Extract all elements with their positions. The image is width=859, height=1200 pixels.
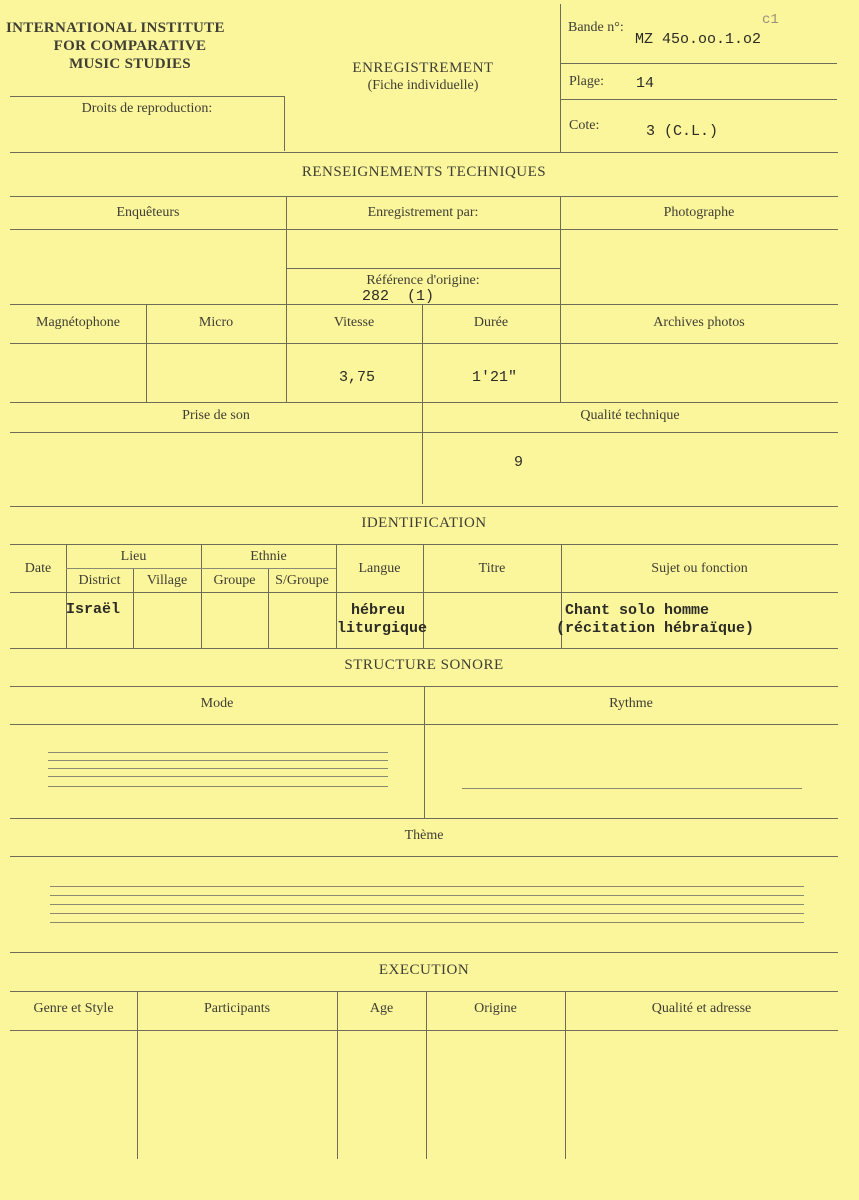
tech-divider-4 (422, 304, 423, 504)
reference-line (286, 268, 560, 269)
sujet-value-line-1: Chant solo homme (565, 602, 710, 619)
date-label: Date (24, 561, 52, 576)
enregistrement-par-label: Enregistrement par: (367, 205, 479, 220)
bande-stamp: c1 (762, 12, 779, 28)
technique-heading: RENSEIGNEMENTS TECHNIQUES (301, 164, 547, 180)
duree-label: Durée (473, 315, 509, 330)
theme-label: Thème (404, 828, 444, 843)
plage-line (560, 99, 837, 100)
adresse-label: Qualité et adresse (651, 1001, 752, 1016)
mode-staff-line-4 (48, 776, 388, 777)
structure-bottom-line (10, 818, 838, 819)
theme-heading-line (10, 856, 838, 857)
tech-divider-1 (286, 196, 287, 402)
execution-heading: EXECUTION (378, 962, 470, 978)
mode-staff-line-1 (48, 752, 388, 753)
identification-heading: IDENTIFICATION (361, 515, 487, 531)
theme-staff-line-4 (50, 913, 804, 914)
tech-row-line-4 (10, 402, 838, 403)
header-bottom-line (10, 152, 838, 153)
participants-label: Participants (203, 1001, 271, 1016)
qualite-value: 9 (514, 454, 524, 471)
ethnie-label: Ethnie (250, 549, 287, 564)
qualite-label: Qualité technique (580, 408, 680, 423)
langue-value-line-1: hébreu (351, 602, 406, 619)
age-label: Age (369, 1001, 394, 1016)
technique-bottom-line (10, 506, 838, 507)
institute-line-2: FOR COMPARATIVE (53, 38, 207, 54)
theme-staff-line-2 (50, 895, 804, 896)
identification-heading-line (10, 544, 838, 545)
photographe-label: Photographe (663, 205, 735, 220)
mode-staff-line-2 (48, 760, 388, 761)
execution-heading-line (10, 991, 838, 992)
structure-heading: STRUCTURE SONORE (344, 657, 504, 673)
village-label: Village (146, 573, 188, 588)
archives-label: Archives photos (653, 315, 745, 330)
institute-line-1: INTERNATIONAL INSTITUTE (6, 20, 225, 36)
rights-top-line (10, 96, 284, 97)
sujet-value-line-2: (récitation hébraïque) (556, 620, 755, 637)
langue-value-line-2: liturgique (337, 620, 428, 637)
vitesse-value: 3,75 (339, 369, 376, 386)
tech-divider-2 (560, 196, 561, 402)
structure-end-line (10, 952, 838, 953)
sgroupe-label: S/Groupe (275, 573, 329, 588)
form-subtitle: (Fiche individuelle) (367, 78, 479, 93)
mode-label: Mode (200, 696, 234, 711)
groupe-label: Groupe (213, 573, 256, 588)
bande-line (560, 63, 837, 64)
execution-row-line (10, 1030, 838, 1031)
reference-label: Référence d'origine: (366, 273, 480, 288)
mode-staff-line-5 (48, 786, 388, 787)
bande-label: Bande n°: (568, 20, 624, 35)
origine-label: Origine (474, 1001, 517, 1016)
id-sub-line (66, 568, 336, 569)
tech-row-line-1 (10, 229, 838, 230)
structure-row-line (10, 724, 838, 725)
titre-label: Titre (478, 561, 506, 576)
cote-value: 3 (C.L.) (646, 123, 719, 140)
tech-row-line-2 (10, 304, 838, 305)
tech-row-line-3 (10, 343, 838, 344)
theme-staff-line-1 (50, 886, 804, 887)
rights-right-line (284, 96, 285, 151)
enqueteurs-label: Enquêteurs (116, 205, 180, 220)
plage-label: Plage: (569, 74, 604, 89)
technique-heading-line (10, 196, 838, 197)
theme-staff-line-5 (50, 922, 804, 923)
rythme-line (462, 788, 802, 789)
bande-value: MZ 45o.oo.1.o2 (635, 31, 762, 48)
form-title: ENREGISTREMENT (352, 60, 494, 76)
cote-label: Cote: (569, 118, 600, 133)
institute-line-3: MUSIC STUDIES (69, 56, 191, 72)
district-label: District (78, 573, 121, 588)
identification-bottom-line (10, 648, 838, 649)
vitesse-label: Vitesse (333, 315, 375, 330)
rythme-label: Rythme (609, 696, 653, 711)
reference-value: 282 (1) (362, 288, 435, 305)
prise-label: Prise de son (182, 408, 250, 423)
tech-row-line-5 (10, 432, 838, 433)
lieu-label: Lieu (120, 549, 147, 564)
langue-label: Langue (358, 561, 401, 576)
district-value: Israël (66, 601, 121, 618)
micro-label: Micro (198, 315, 234, 330)
magnetophone-label: Magnétophone (36, 315, 120, 330)
theme-staff-line-3 (50, 904, 804, 905)
rights-label: Droits de reproduction: (81, 101, 213, 116)
header-right-divider (560, 4, 561, 152)
duree-value: 1'21" (472, 369, 518, 386)
plage-value: 14 (636, 75, 655, 92)
mode-staff-line-3 (48, 768, 388, 769)
sujet-label: Sujet ou fonction (651, 561, 748, 576)
genre-label: Genre et Style (33, 1001, 114, 1016)
id-header-bottom-line (10, 592, 838, 593)
